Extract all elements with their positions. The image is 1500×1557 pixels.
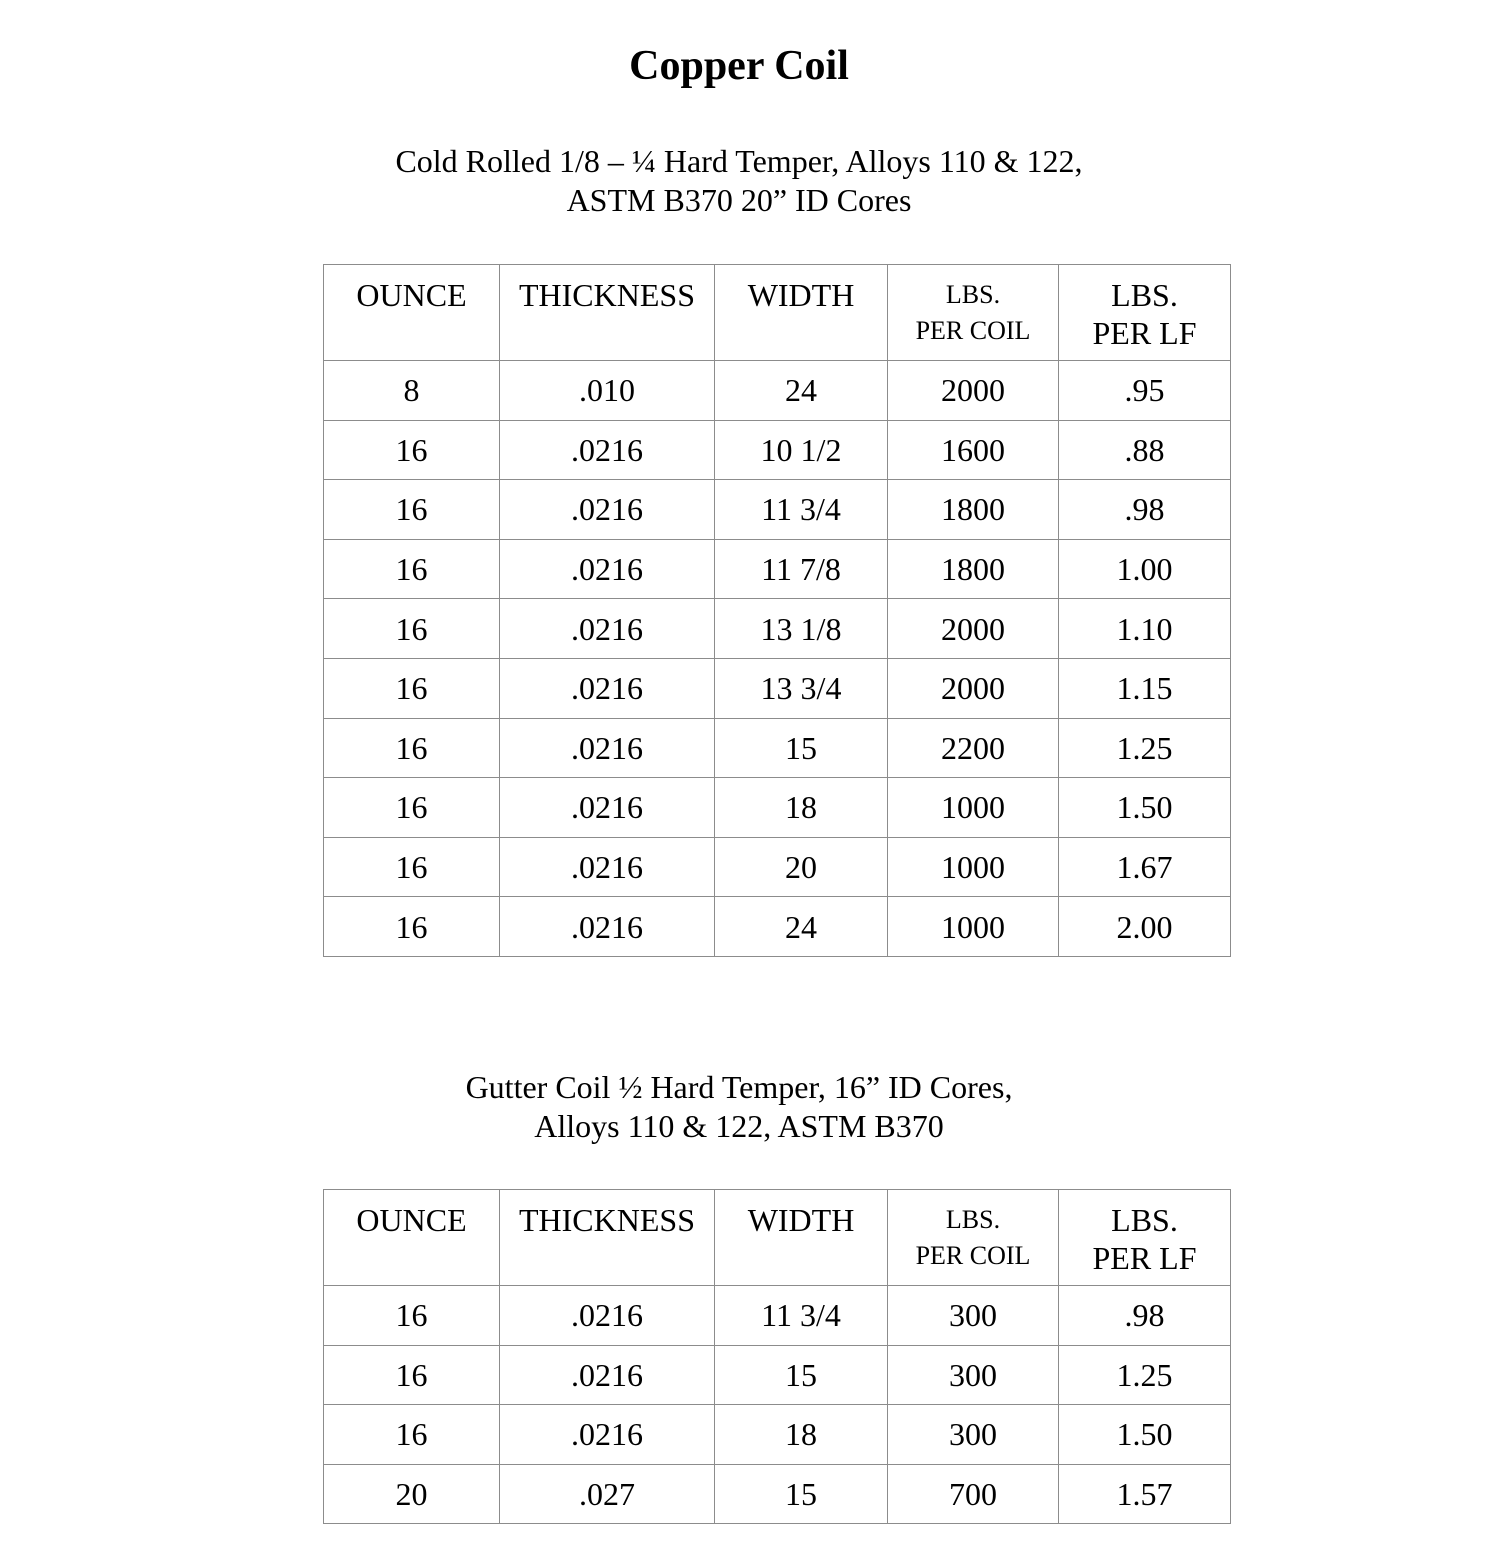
section1-subtitle [0,142,1478,220]
lbs-per-lf-cell: .88 [1059,420,1231,480]
ounce-cell: 16 [324,1405,500,1465]
table-row [324,897,1231,957]
lbs-per-lf-cell: 1.50 [1059,1405,1231,1465]
thickness-cell: .0216 [500,837,715,897]
header-lbs-per-lf-line2: PER LF [1092,1240,1197,1276]
ounce-cell: 16 [324,599,500,659]
lbs-per-coil-cell: 2000 [888,599,1059,659]
table-row [324,1464,1231,1524]
ounce-cell: 16 [324,1345,500,1405]
header-lbs-per-lf [1059,265,1231,361]
thickness-cell: .0216 [500,778,715,838]
table-body [324,361,1231,957]
width-cell: 18 [715,778,888,838]
ounce-cell: 16 [324,539,500,599]
section1-subtitle-line: Cold Rolled 1/8 – ¼ Hard Temper, Alloys 110 & 122, [395,143,1083,179]
ounce-cell: 8 [324,361,500,421]
ounce-cell: 20 [324,1464,500,1524]
table-row [324,480,1231,540]
lbs-per-coil-cell: 1000 [888,778,1059,838]
lbs-per-coil-cell: 1000 [888,837,1059,897]
section1-subtitle-line: ASTM B370 20” ID Cores [566,182,912,218]
thickness-cell: .027 [500,1464,715,1524]
table-row [324,718,1231,778]
width-cell: 15 [715,1345,888,1405]
thickness-cell: .0216 [500,658,715,718]
thickness-cell: .0216 [500,1405,715,1465]
header-thickness: THICKNESS [500,1190,715,1286]
ounce-cell: 16 [324,1286,500,1346]
thickness-cell: .0216 [500,480,715,540]
table-header-row [324,1190,1231,1286]
lbs-per-coil-cell: 1600 [888,420,1059,480]
thickness-cell: .0216 [500,599,715,659]
section2-subtitle-line: Gutter Coil ½ Hard Temper, 16” ID Cores, [465,1069,1013,1105]
width-cell: 24 [715,897,888,957]
header-lbs-per-lf-line1: LBS. [1111,277,1178,313]
ounce-cell: 16 [324,837,500,897]
ounce-cell: 16 [324,778,500,838]
header-lbs-per-coil-line2: PER COIL [915,1241,1031,1270]
lbs-per-lf-cell: .98 [1059,480,1231,540]
ounce-cell: 16 [324,718,500,778]
thickness-cell: .010 [500,361,715,421]
ounce-cell: 16 [324,480,500,540]
width-cell: 18 [715,1405,888,1465]
header-width: WIDTH [715,265,888,361]
gutter-coil-table [323,1189,1231,1524]
table-header-row [324,265,1231,361]
table-body [324,1286,1231,1524]
width-cell: 13 1/8 [715,599,888,659]
table-row [324,420,1231,480]
lbs-per-coil-cell: 300 [888,1405,1059,1465]
width-cell: 10 1/2 [715,420,888,480]
lbs-per-coil-cell: 2200 [888,718,1059,778]
table-row [324,1286,1231,1346]
header-ounce: OUNCE [324,1190,500,1286]
lbs-per-lf-cell: 1.00 [1059,539,1231,599]
ounce-cell: 16 [324,658,500,718]
header-lbs-per-coil-line1: LBS. [945,1205,1001,1234]
width-cell: 13 3/4 [715,658,888,718]
lbs-per-lf-cell: .95 [1059,361,1231,421]
page-title: Copper Coil [629,43,849,89]
thickness-cell: .0216 [500,420,715,480]
header-ounce: OUNCE [324,265,500,361]
ounce-cell: 16 [324,897,500,957]
table-row [324,1405,1231,1465]
width-cell: 24 [715,361,888,421]
lbs-per-lf-cell: 1.15 [1059,658,1231,718]
table-row [324,1345,1231,1405]
width-cell: 11 7/8 [715,539,888,599]
cold-rolled-coil-table [323,264,1231,957]
width-cell: 15 [715,718,888,778]
lbs-per-coil-cell: 1800 [888,480,1059,540]
header-lbs-per-lf-line1: LBS. [1111,1202,1178,1238]
table-row [324,599,1231,659]
lbs-per-coil-cell: 300 [888,1345,1059,1405]
section2-subtitle [0,1068,1478,1146]
table-row [324,539,1231,599]
table-row [324,778,1231,838]
header-width: WIDTH [715,1190,888,1286]
lbs-per-coil-cell: 2000 [888,361,1059,421]
lbs-per-coil-cell: 2000 [888,658,1059,718]
lbs-per-lf-cell: 1.57 [1059,1464,1231,1524]
section2-subtitle-line: Alloys 110 & 122, ASTM B370 [534,1108,944,1144]
width-cell: 11 3/4 [715,480,888,540]
thickness-cell: .0216 [500,1345,715,1405]
header-lbs-per-lf [1059,1190,1231,1286]
header-lbs-per-coil-line1: LBS. [945,280,1001,309]
lbs-per-lf-cell: 1.50 [1059,778,1231,838]
lbs-per-lf-cell: 2.00 [1059,897,1231,957]
lbs-per-lf-cell: 1.10 [1059,599,1231,659]
lbs-per-coil-cell: 700 [888,1464,1059,1524]
ounce-cell: 16 [324,420,500,480]
table-row [324,837,1231,897]
width-cell: 20 [715,837,888,897]
header-thickness: THICKNESS [500,265,715,361]
lbs-per-lf-cell: 1.25 [1059,1345,1231,1405]
width-cell: 15 [715,1464,888,1524]
thickness-cell: .0216 [500,897,715,957]
header-lbs-per-coil [888,1190,1059,1286]
thickness-cell: .0216 [500,1286,715,1346]
thickness-cell: .0216 [500,539,715,599]
table-row [324,361,1231,421]
lbs-per-lf-cell: 1.25 [1059,718,1231,778]
header-lbs-per-lf-line2: PER LF [1092,315,1197,351]
header-lbs-per-coil [888,265,1059,361]
width-cell: 11 3/4 [715,1286,888,1346]
header-lbs-per-coil-line2: PER COIL [915,316,1031,345]
lbs-per-coil-cell: 1000 [888,897,1059,957]
lbs-per-coil-cell: 1800 [888,539,1059,599]
table-row [324,658,1231,718]
lbs-per-lf-cell: .98 [1059,1286,1231,1346]
lbs-per-coil-cell: 300 [888,1286,1059,1346]
thickness-cell: .0216 [500,718,715,778]
lbs-per-lf-cell: 1.67 [1059,837,1231,897]
